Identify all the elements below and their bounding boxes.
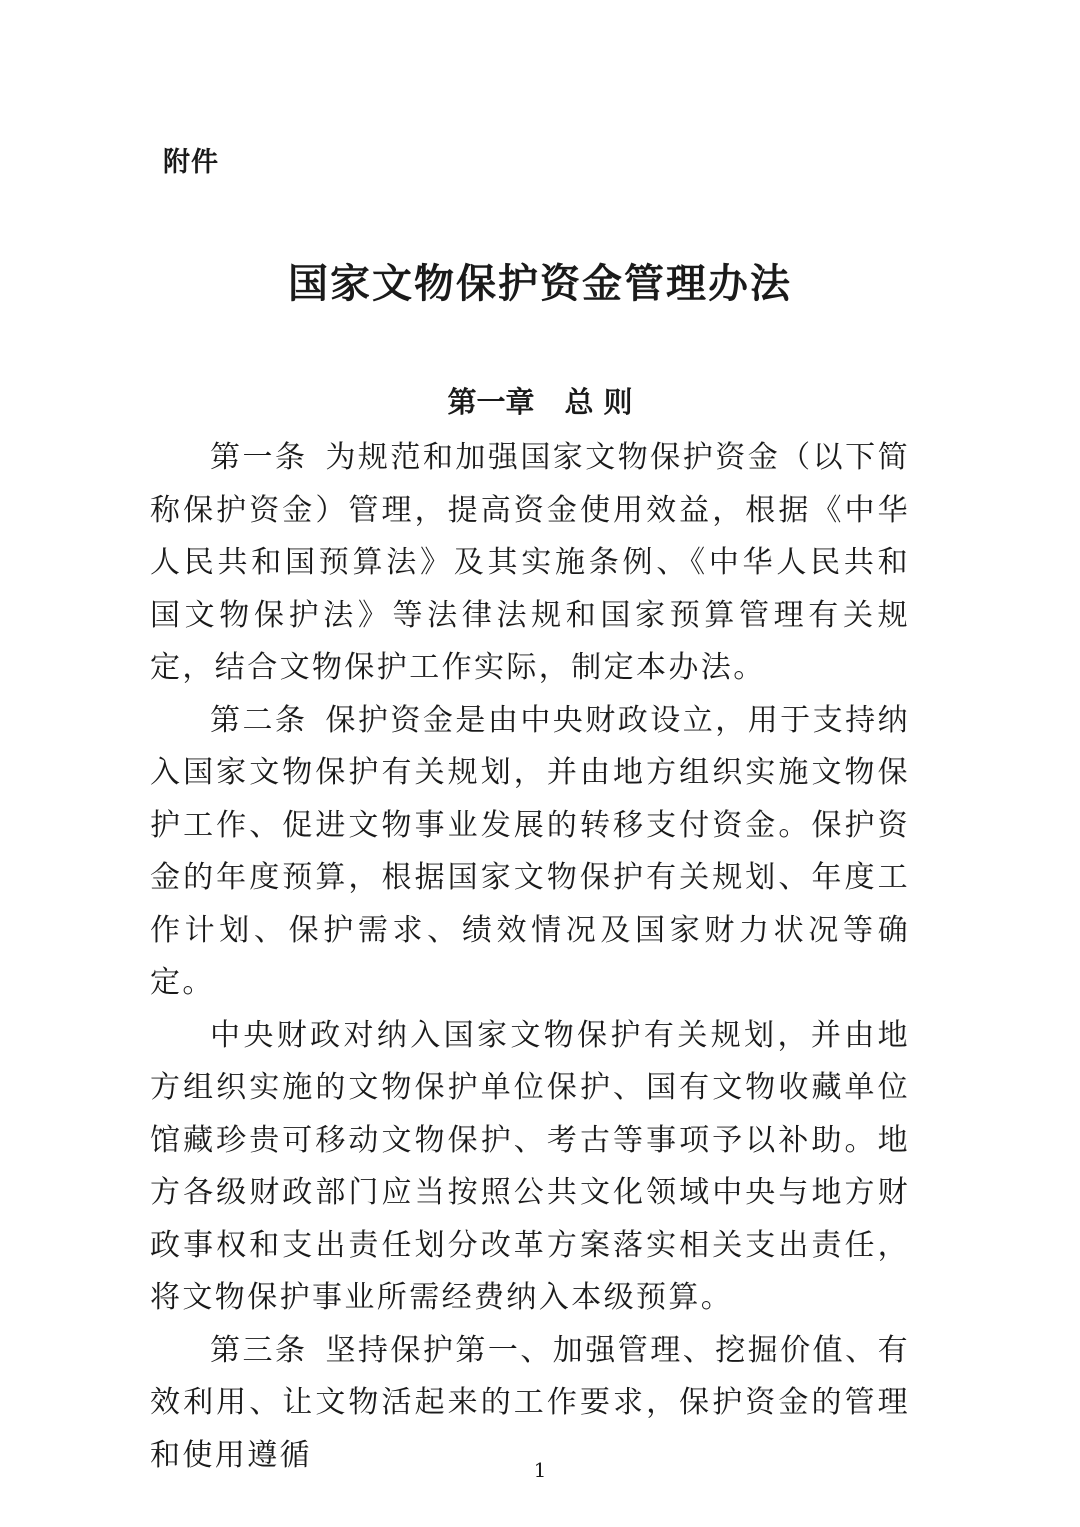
paragraph-text: 为规范和加强国家文物保护资金（以下简称保护资金）管理，提高资金使用效益，根据《中华人民共和国预算法》及其实施条例、《中华人民共和国文物保护法》等法律法规和国家预算管理有关规定，结合文物保护工作实际，制定本办法。 — [150, 440, 911, 685]
chapter-heading — [0, 380, 1080, 421]
chapter-number: 第一章 — [447, 385, 535, 419]
paragraph-article-2 — [150, 695, 910, 1010]
paragraph-article-1 — [150, 432, 910, 695]
article-number: 第一条 — [210, 440, 308, 475]
document-body — [150, 432, 910, 1482]
article-number: 第三条 — [210, 1332, 308, 1368]
page-number: 1 — [533, 1458, 547, 1482]
paragraph-text: 中央财政对纳入国家文物保护有关规划，并由地方组织实施的文物保护单位保护、国有文物收藏单位馆藏珍贵可移动文物保护、考古等事项予以补助。地方各级财政部门应当按照公共文化领域中央与地方财政事权和支出责任划分改革方案落实相关支出责任，将文物保护事业所需经费纳入本级预算。 — [150, 1017, 910, 1315]
paragraph-article-2-continued — [150, 1010, 910, 1325]
article-number: 第二条 — [210, 702, 308, 738]
paragraph-text: 坚持保护第一、加强管理、挖掘价值、有效利用、让文物活起来的工作要求，保护资金的管理和使用遵循 — [150, 1332, 911, 1473]
attachment-label: 附件 — [163, 147, 219, 178]
document-title: 国家文物保护资金管理办法 — [288, 260, 792, 307]
chapter-name: 总 则 — [564, 385, 633, 419]
paragraph-text: 保护资金是由中央财政设立，用于支持纳入国家文物保护有关规划，并由地方组织实施文物保护工作、促进文物事业发展的转移支付资金。保护资金的年度预算，根据国家文物保护有关规划、年度工作计划、保护需求、绩效情况及国家财力状况等确定。 — [150, 702, 911, 1000]
